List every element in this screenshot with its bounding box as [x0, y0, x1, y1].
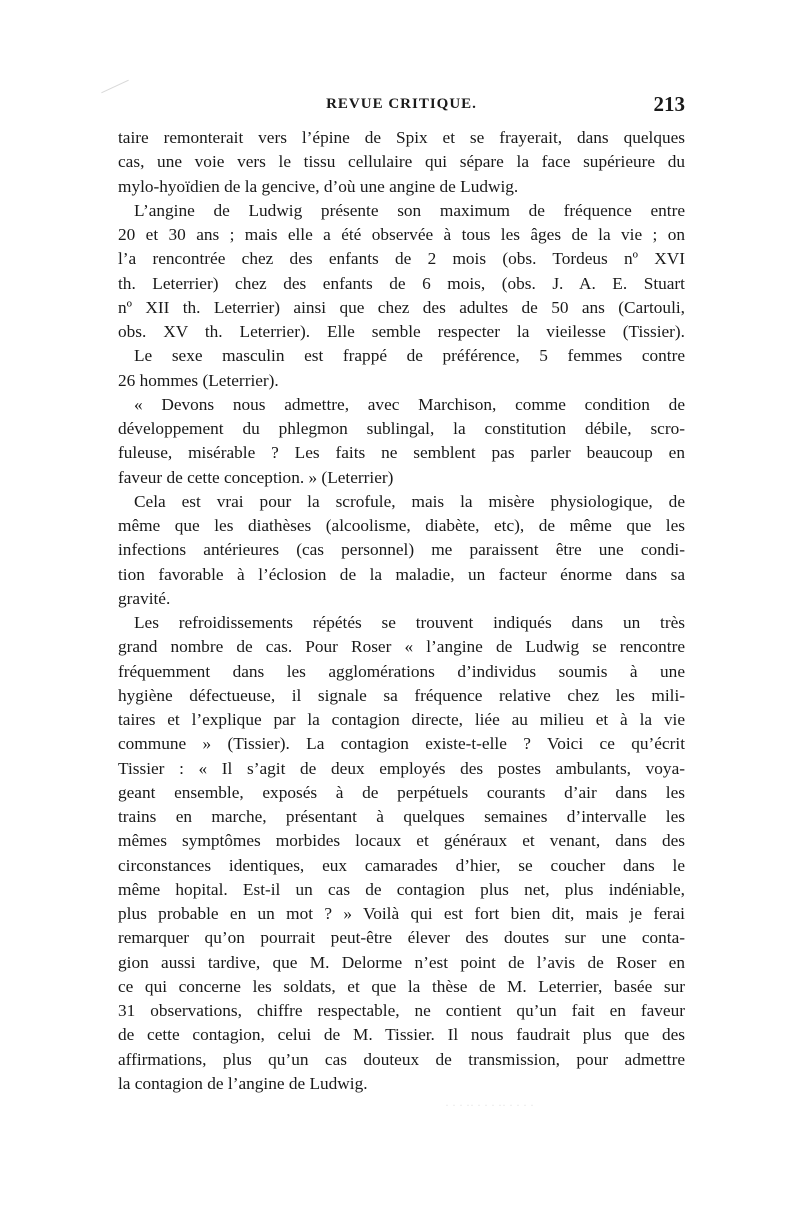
text-line: Les refroidissements répétés se trouvent indiqués dans un très [134, 613, 685, 632]
body-text [118, 126, 685, 1096]
text-line: gion aussi tardive, que M. Delorme n’est point de l’avis de Roser en [118, 952, 685, 972]
text-line: « Devons nous admettre, avec Marchison, comme condition de [134, 394, 685, 414]
text-line: taires et l’explique par la contagion directe, liée au milieu et à la vie [118, 710, 685, 729]
page-header [118, 92, 685, 126]
text-line: cas, une voie vers le tissu cellulaire qui sépare la face supérieure du [118, 152, 685, 172]
text-line: 31 observations, chiffre respectable, ne contient qu’un fait en faveur [118, 1001, 685, 1020]
text-line: développement du phlegmon sublingal, la constitution débile, scro- [118, 419, 685, 438]
text-line: Cela est vrai pour la scrofule, mais la misère physiologique, de [134, 491, 685, 511]
text-line: plus probable en un mot ? » Voilà qui est fort bien dit, mais je ferai [118, 904, 685, 923]
text-line: fuleuse, misérable ? Les faits ne semblent pas parler beaucoup en [118, 443, 685, 463]
text-line: taire remonterait vers l’épine de Spix et se frayerait, dans quelques [118, 128, 685, 147]
page-number: 213 [653, 92, 685, 116]
text-line: Tissier : « Il s’agit de deux employés des postes ambulants, voya- [118, 758, 685, 778]
text-line: geant ensemble, exposés à de perpétuels courants d’air dans les [118, 782, 685, 802]
text-line: grand nombre de cas. Pour Roser « l’angine de Ludwig se rencontre [118, 637, 685, 657]
text-line: mêmes symptômes morbides locaux et généraux et venant, dans des [118, 831, 685, 851]
text-line: circonstances identiques, eux camarades d’hier, se coucher dans le [118, 855, 685, 875]
text-line: commune » (Tissier). La contagion existe-t-elle ? Voici ce qu’écrit [118, 734, 685, 754]
bleed-through-noise: · · · ·· · · · ·· · · · · [445, 1098, 534, 1112]
text-line: remarquer qu’on pourrait peut-être élever des doutes sur une conta- [118, 928, 685, 948]
text-line: Le sexe masculin est frappé de préférence, 5 femmes contre [134, 346, 685, 366]
text-line: fréquemment dans les agglomérations d’individus soumis à une [118, 661, 685, 681]
text-line: 26 hommes (Leterrier). [118, 370, 279, 390]
text-line: même que les diathèses (alcoolisme, diabète, etc), de même que les [118, 516, 685, 535]
text-line: hygiène défectueuse, il signale sa fréquence relative chez les mili- [118, 685, 685, 705]
text-line: trains en marche, présentant à quelques semaines d’intervalle les [118, 807, 685, 826]
text-line: tion favorable à l’éclosion de la maladie, un facteur énorme dans sa [118, 564, 685, 584]
text-line: th. Leterrier) chez des enfants de 6 mois, (obs. J. A. E. Stuart [118, 273, 685, 293]
text-line: L’angine de Ludwig présente son maximum de fréquence entre [134, 200, 685, 220]
text-line: l’a rencontrée chez des enfants de 2 mois (obs. Tordeus nº XVI [118, 249, 685, 269]
text-line: gravité. [118, 588, 171, 608]
running-head: REVUE CRITIQUE. [326, 96, 477, 112]
text-line: la contagion de l’angine de Ludwig. [118, 1073, 368, 1093]
text-line: 20 et 30 ans ; mais elle a été observée à tous les âges de la vie ; on [118, 225, 685, 244]
text-line: affirmations, plus qu’un cas douteux de transmission, pour admettre [118, 1049, 685, 1069]
text-line: nº XII th. Leterrier) ainsi que chez des adultes de 50 ans (Cartouli, [118, 297, 685, 317]
text-line: même hopital. Est-il un cas de contagion plus net, plus indéniable, [118, 879, 685, 899]
text-line: faveur de cette conception. » (Leterrier) [118, 467, 394, 487]
text-line: ce qui concerne les soldats, et que la thèse de M. Leterrier, basée sur [118, 976, 685, 996]
text-line: mylo-hyoïdien de la gencive, d’où une angine de Ludwig. [118, 176, 519, 196]
text-line: infections antérieures (cas personnel) me paraissent être une condi- [118, 540, 685, 560]
text-line: de cette contagion, celui de M. Tissier. Il nous faudrait plus que des [118, 1025, 685, 1045]
text-line: obs. XV th. Leterrier). Elle semble respecter la vieilesse (Tissier). [118, 322, 685, 341]
